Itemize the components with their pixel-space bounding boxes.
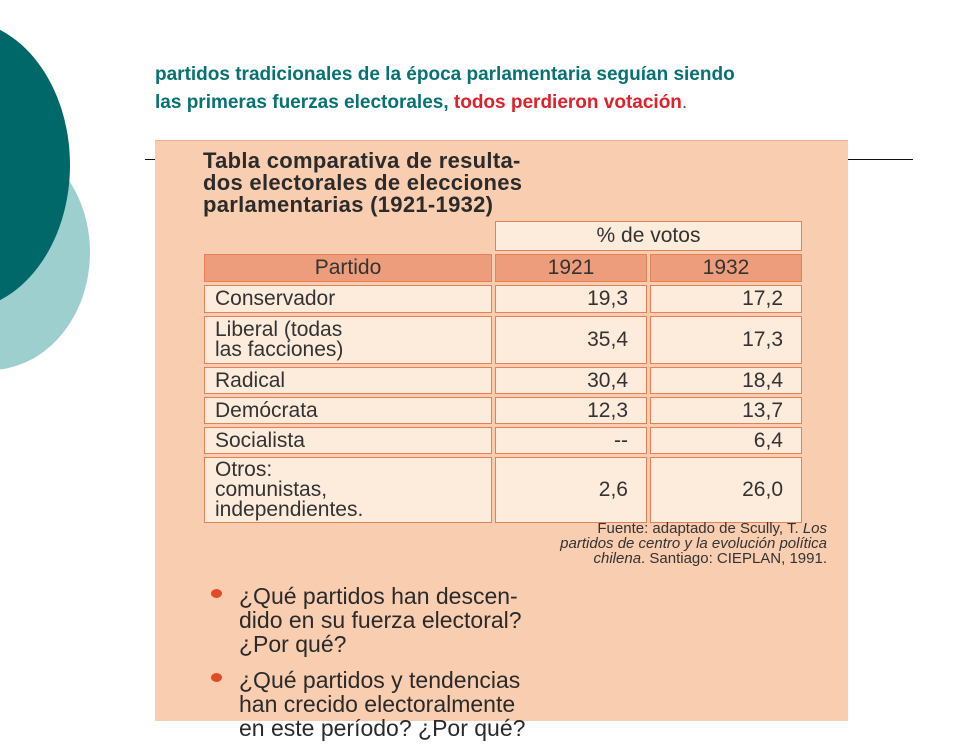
header-1921: 1921 xyxy=(495,254,647,282)
question-line: han crecido electoralmente xyxy=(239,691,516,717)
table-row xyxy=(204,457,802,523)
panel-title-line: dos electorales de elecciones xyxy=(203,170,523,195)
heading-period: . xyxy=(681,92,688,113)
table-row xyxy=(204,367,802,394)
panel-title-line: Tabla comparativa de resulta- xyxy=(203,148,521,173)
value-1921: 35,4 xyxy=(495,316,647,364)
value-1921: 12,3 xyxy=(495,397,647,424)
value-1932: 17,2 xyxy=(650,285,802,313)
party-cell xyxy=(204,367,492,394)
value-1932: 18,4 xyxy=(650,367,802,394)
source-italic: chilena xyxy=(593,550,642,567)
header-partido: Partido xyxy=(204,254,492,282)
value-1921: 2,6 xyxy=(495,457,647,523)
bullet-dot-icon xyxy=(211,673,222,682)
heading-highlight: todos perdieron votación xyxy=(453,92,682,113)
party-cell xyxy=(204,457,492,523)
panel-title-line: parlamentarias (1921-1932) xyxy=(203,192,494,217)
value-1932: 17,3 xyxy=(650,316,802,364)
table-row xyxy=(204,285,802,313)
question-item xyxy=(207,668,837,740)
value-1921: 30,4 xyxy=(495,367,647,394)
table-header-row xyxy=(204,254,802,282)
value-1932: 6,4 xyxy=(650,427,802,454)
table-row xyxy=(204,427,802,454)
party-name: Socialista xyxy=(215,428,305,452)
table-group-header-row xyxy=(204,221,802,251)
value-1921: 19,3 xyxy=(495,285,647,313)
group-header-votos: % de votos xyxy=(495,221,802,251)
heading-line-1: partidos tradicionales de la época parlamentaria seguían siendo xyxy=(155,64,735,85)
results-table xyxy=(201,218,805,526)
party-name: Conservador xyxy=(215,287,336,310)
textbook-panel xyxy=(155,140,848,741)
source-italic: Los xyxy=(802,520,827,537)
party-name: comunistas, xyxy=(215,478,328,501)
party-cell xyxy=(204,427,492,454)
heading-line-2: las primeras fuerzas electorales, xyxy=(155,92,454,113)
party-name: Radical xyxy=(215,368,286,392)
party-name: Otros: xyxy=(215,458,273,481)
party-name: Liberal (todas xyxy=(215,318,343,341)
panel-title xyxy=(203,150,823,216)
value-1932: 26,0 xyxy=(650,457,802,523)
party-name: independientes. xyxy=(215,498,364,521)
value-1932: 13,7 xyxy=(650,397,802,424)
question-item xyxy=(207,584,837,656)
question-line: dido en su fuerza electoral? xyxy=(239,607,522,633)
source-text: Fuente: adaptado de Scully, T. xyxy=(597,520,803,537)
slide-heading xyxy=(155,61,935,117)
party-name: Demócrata xyxy=(215,398,318,422)
bullet-dot-icon xyxy=(211,589,222,598)
question-line: ¿Qué partidos han descen- xyxy=(239,583,518,609)
source-text: . Santiago: CIEPLAN, 1991. xyxy=(641,550,827,567)
table-row xyxy=(204,397,802,424)
party-name: las facciones) xyxy=(215,338,344,361)
header-1932: 1932 xyxy=(650,254,802,282)
source-citation xyxy=(207,521,827,566)
question-line: ¿Por qué? xyxy=(239,631,347,657)
table-row xyxy=(204,316,802,364)
question-line: ¿Qué partidos y tendencias xyxy=(239,667,521,693)
party-cell xyxy=(204,397,492,424)
value-1921: -- xyxy=(495,427,647,454)
question-list xyxy=(207,584,837,752)
source-italic: partidos de centro y la evolución política xyxy=(560,535,827,552)
question-line: en este período? ¿Por qué? xyxy=(239,715,526,741)
party-cell xyxy=(204,316,492,364)
party-cell xyxy=(204,285,492,313)
